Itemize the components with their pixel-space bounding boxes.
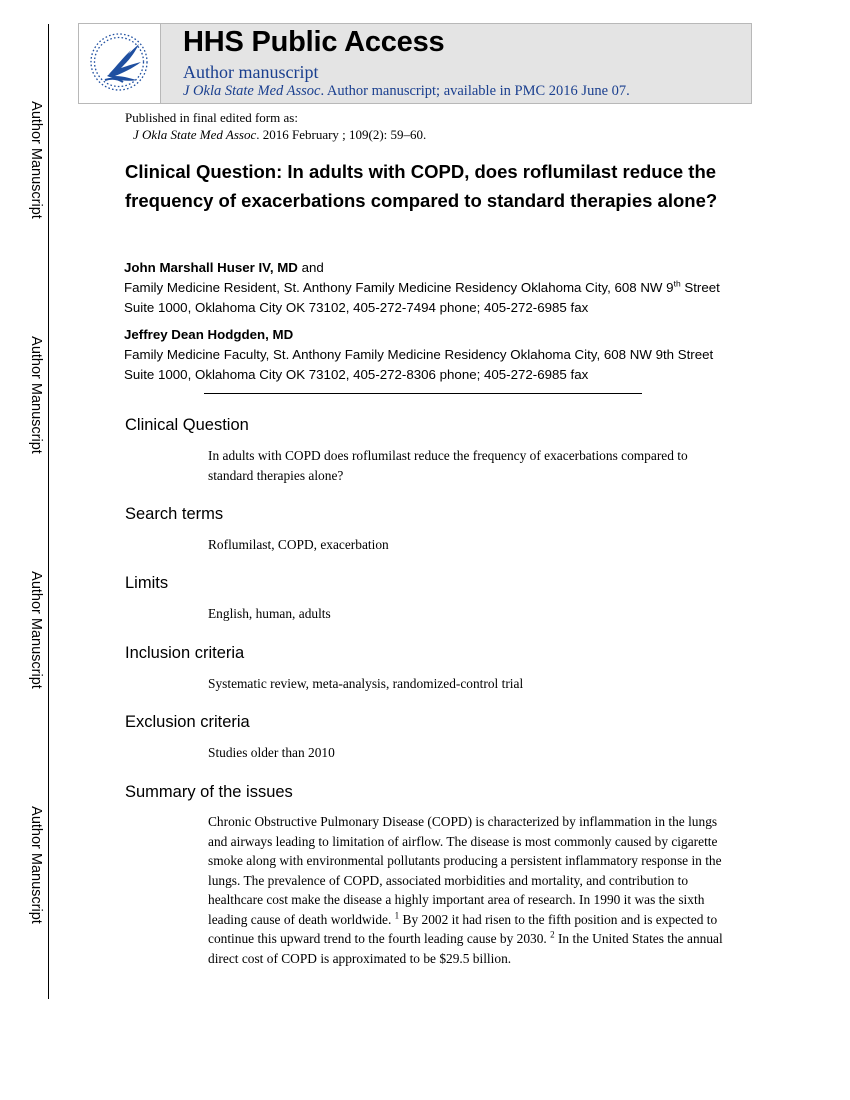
section-heading-inclusion: Inclusion criteria [125,644,245,662]
author-2-name: Jeffrey Dean Hodgden, MD [124,327,294,342]
hhs-header [78,23,752,104]
header-availability: . Author manuscript; available in PMC 2016 June 07. [320,83,630,99]
section-body-limits: English, human, adults [208,606,331,621]
reference-2[interactable]: 2 [550,929,555,940]
publication-journal: J Okla State Med Assoc [133,127,257,142]
author-divider [204,393,642,394]
publication-details: . 2016 February ; 109(2): 59–60. [256,127,427,142]
author-2-affiliation: Family Medicine Faculty, St. Anthony Family Medicine Residency Oklahoma City, 608 NW 9th Street Suite 1000, Oklahoma City OK 73102, 405-272-8306 phone; 405-272-6985 fax [124,347,714,382]
section-body-exclusion: Studies older than 2010 [208,745,335,760]
header-citation [183,83,630,100]
author-1-affiliation: Family Medicine Resident, St. Anthony Family Medicine Residency Oklahoma City, 608 NW 9th Street Suite 1000, Oklahoma City OK 73102, 405-272-7494 phone; 405-272-6985 fax [124,278,720,315]
margin-rule [48,24,49,999]
author-1 [124,258,724,318]
section-body-summary: Chronic Obstructive Pulmonary Disease (COPD) is characterized by inflammation in the lungs and airways leading to limitation of airflow. The disease is most commonly caused by cigarette smoke along with environmental pollutants producing a persistent inflammatory response in the lungs. The prevalence of COPD, associated morbidities and mortality, and contribution to healthcare cost make the disease a highly important area of research. In 1990 it was the sixth leading cause of death worldwide. $^1$ By 2002 it had risen to the fifth position and is expected to continue this upward trend to the fourth leading cause by 2030. $^2$ In the United States the annual direct cost of COPD is approximated to be $29.5 billion. [208,814,723,966]
header-subtitle: Author manuscript [183,62,319,82]
author-1-name: John Marshall Huser IV, MD [124,260,298,275]
publication-info [125,109,426,143]
section-heading-clinical-question: Clinical Question [125,416,249,434]
header-title: HHS Public Access [183,26,445,58]
publication-citation [125,126,426,143]
article-title: Clinical Question: In adults with COPD, does roflumilast reduce the frequency of exacerbations compared to standard therapies alone? [125,161,718,211]
hhs-eagle-logo-icon [87,30,151,94]
section-heading-summary: Summary of the issues [125,783,293,801]
section-body-clinical-question: In adults with COPD does roflumilast reduce the frequency of exacerbations compared to standard therapies alone? [208,448,688,483]
header-journal[interactable]: J Okla State Med Assoc [183,83,321,99]
author-1-conj: and [297,260,324,275]
section-body-inclusion: Systematic review, meta-analysis, randomized-control trial [208,676,524,691]
publication-label: Published in final edited form as: [125,110,298,125]
section-heading-search-terms: Search terms [125,505,224,523]
section-body-search-terms: Roflumilast, COPD, exacerbation [208,537,389,552]
section-heading-exclusion: Exclusion criteria [125,713,250,731]
author-2 [124,325,724,385]
section-heading-limits: Limits [125,574,169,592]
logo-box [79,24,161,103]
reference-1[interactable]: 1 [394,910,400,921]
